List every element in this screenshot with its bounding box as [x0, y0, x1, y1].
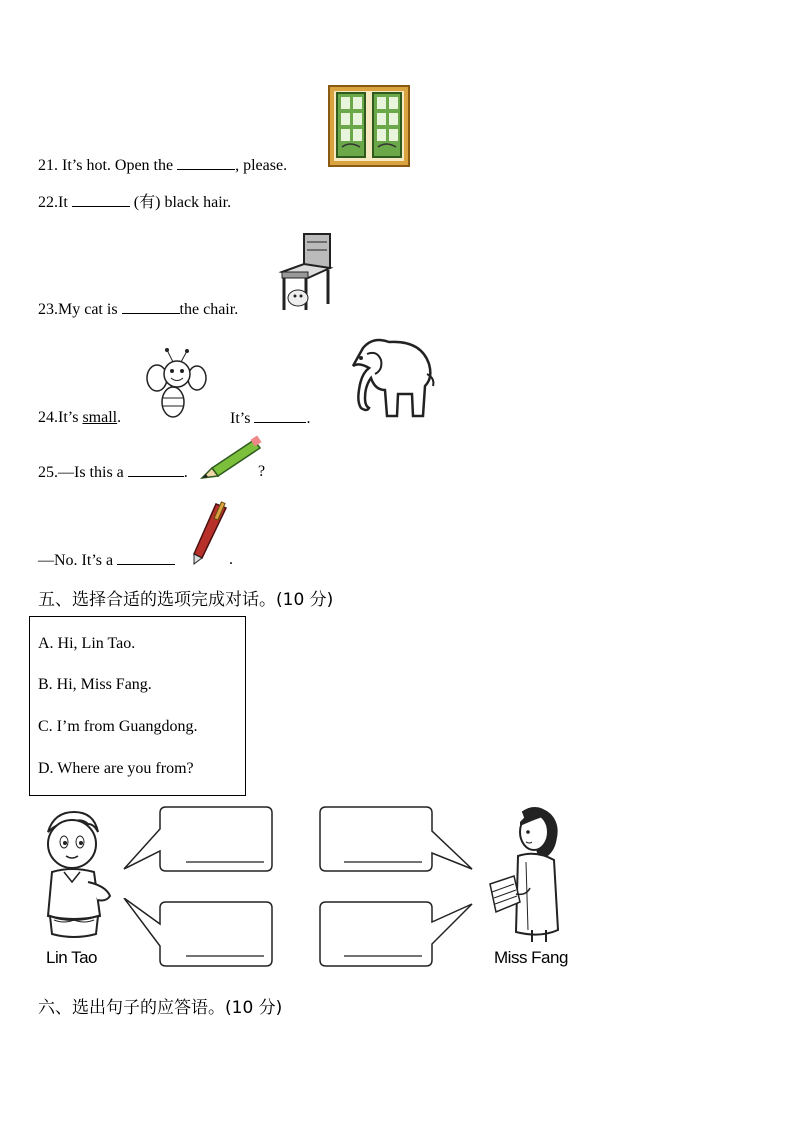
question-number: 25.	[38, 464, 58, 481]
question-24	[38, 408, 121, 428]
question-25	[38, 462, 188, 483]
question-21	[38, 155, 287, 176]
question-number: 24.	[38, 409, 58, 426]
question-text: (有) black hair.	[133, 194, 232, 211]
question-number: 21.	[38, 157, 58, 174]
speech-bubble-top-left	[122, 805, 274, 873]
question-text: —No. It’s a	[38, 552, 114, 569]
answer-blank[interactable]	[117, 550, 175, 565]
answer-period: .	[229, 551, 233, 568]
question-text: It’s	[58, 409, 79, 426]
question-text: It’s hot. Open the	[62, 157, 174, 174]
chair-with-cat-icon	[278, 232, 334, 312]
underlined-word: small	[82, 409, 118, 426]
teacher-icon	[488, 802, 574, 944]
question-text: My cat is	[58, 301, 118, 318]
answer-blank[interactable]	[177, 155, 235, 170]
window-icon	[328, 85, 410, 167]
section-6-title: 六、选出句子的应答语。(10 分)	[38, 998, 283, 1018]
question-text: —Is this a	[58, 464, 124, 481]
question-text: , please.	[235, 157, 288, 174]
question-23	[38, 299, 238, 320]
question-22	[38, 192, 231, 213]
answer-blank[interactable]	[72, 192, 130, 207]
option-b[interactable]: B. Hi, Miss Fang.	[38, 676, 152, 693]
section-5-title: 五、选择合适的选项完成对话。(10 分)	[38, 590, 334, 610]
answer-blank[interactable]	[128, 462, 184, 477]
question-number: 22.	[38, 194, 58, 211]
question-25-answer	[38, 550, 175, 571]
boy-icon	[40, 810, 116, 944]
question-24-second	[230, 408, 310, 429]
option-d[interactable]: D. Where are you from?	[38, 760, 194, 777]
pen-icon	[188, 500, 234, 566]
pencil-icon	[198, 434, 262, 480]
teacher-name-label: Miss Fang	[494, 948, 568, 967]
option-a[interactable]: A. Hi, Lin Tao.	[38, 635, 136, 652]
question-text: It’s	[230, 410, 251, 427]
elephant-icon	[333, 334, 435, 422]
answer-blank[interactable]	[122, 299, 180, 314]
question-mark: ?	[258, 463, 266, 480]
question-number: 23.	[38, 301, 58, 318]
question-text: It	[58, 194, 68, 211]
bee-icon	[145, 348, 207, 420]
speech-bubble-bottom-left	[122, 898, 274, 968]
speech-bubble-top-right	[318, 805, 474, 873]
option-c[interactable]: C. I’m from Guangdong.	[38, 718, 198, 735]
question-text: .	[306, 410, 311, 427]
speech-bubble-bottom-right	[318, 898, 474, 968]
question-text: .	[117, 409, 122, 426]
boy-name-label: Lin Tao	[46, 948, 98, 967]
question-text: .	[183, 464, 188, 481]
answer-blank[interactable]	[254, 408, 306, 423]
question-text: the chair.	[179, 301, 239, 318]
